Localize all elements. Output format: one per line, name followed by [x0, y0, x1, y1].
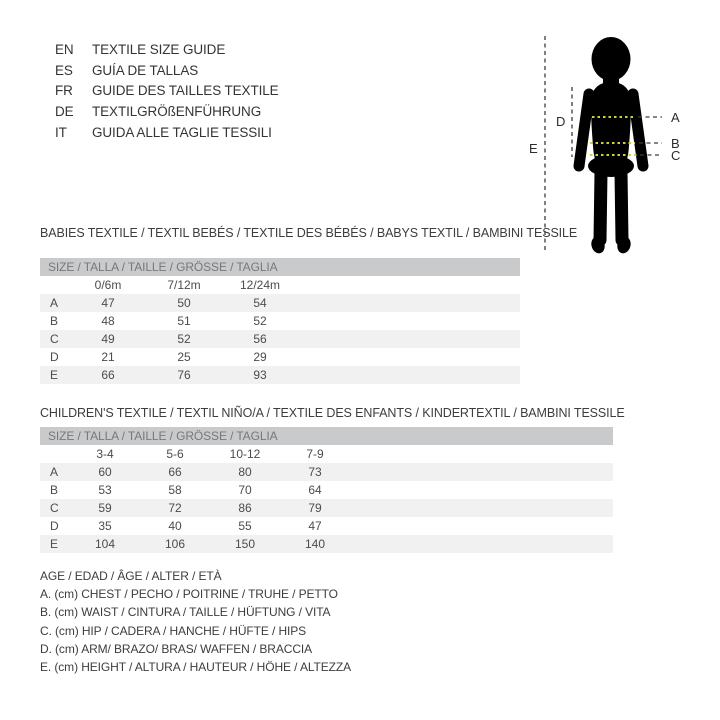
size-value: 73 — [308, 465, 322, 479]
figure-label-e: E — [529, 141, 538, 156]
size-value: 93 — [253, 368, 267, 382]
column-header-spacer — [40, 445, 70, 463]
language-code: FR — [55, 83, 73, 99]
size-value: 53 — [98, 483, 112, 497]
babies-section-title: BABIES TEXTILE / TEXTIL BEBÉS / TEXTILE DES BÉBÉS / BABYS TEXTIL / BAMBINI TESSILE — [40, 226, 578, 240]
silhouette-left-arm — [579, 94, 589, 166]
table-row-e — [40, 366, 520, 384]
size-value: 47 — [308, 519, 322, 533]
figure-label-b: B — [671, 136, 680, 151]
row-label: D — [50, 350, 59, 364]
babies-size-header-bar: SIZE / TALLA / TAILLE / GRÖSSE / TAGLIA — [40, 258, 520, 276]
figure-label-d: D — [556, 114, 566, 129]
table-row-c — [40, 330, 520, 348]
silhouette-right-leg — [621, 173, 622, 240]
size-value: 70 — [238, 483, 252, 497]
children-size-header-bar: SIZE / TALLA / TAILLE / GRÖSSE / TAGLIA — [40, 427, 613, 445]
column-header: 10-12 — [229, 447, 261, 461]
size-value: 52 — [253, 314, 267, 328]
column-header: 5-6 — [166, 447, 184, 461]
size-value: 80 — [238, 465, 252, 479]
column-header-spacer — [40, 276, 70, 294]
children-column-header-row — [40, 445, 613, 463]
child-measurement-figure — [525, 18, 717, 258]
size-value: 60 — [98, 465, 112, 479]
size-value: 76 — [177, 368, 191, 382]
table-row-b — [40, 481, 613, 499]
size-value: 21 — [101, 350, 115, 364]
row-label: C — [50, 332, 59, 346]
column-header: 3-4 — [96, 447, 114, 461]
column-header: 7-9 — [306, 447, 324, 461]
column-header: 0/6m — [94, 278, 122, 292]
legend-line-height: E. (cm) HEIGHT / ALTURA / HAUTEUR / HÖHE / ALTEZZA — [40, 660, 352, 675]
row-label: A — [50, 465, 59, 479]
size-value: 66 — [168, 465, 182, 479]
table-row-e — [40, 535, 613, 553]
legend-line-waist: B. (cm) WAIST / CINTURA / TAILLE / HÜFTUNG / VITA — [40, 605, 331, 620]
measurement-legend — [40, 567, 351, 676]
row-label: E — [50, 368, 59, 382]
size-value: 59 — [98, 501, 112, 515]
size-value: 50 — [177, 296, 191, 310]
table-row-b — [40, 312, 520, 330]
size-value: 86 — [238, 501, 252, 515]
legend-line-arm: D. (cm) ARM/ BRAZO/ BRAS/ WAFFEN / BRACCIA — [40, 641, 313, 656]
size-value: 58 — [168, 483, 182, 497]
size-value: 150 — [234, 537, 256, 551]
size-value: 79 — [308, 501, 322, 515]
language-row-de — [55, 101, 279, 122]
size-value: 47 — [101, 296, 115, 310]
legend-line-chest: A. (cm) CHEST / PECHO / POITRINE / TRUHE / PETTO — [40, 587, 338, 602]
table-row-d — [40, 348, 520, 366]
figure-label-a: A — [671, 110, 680, 125]
size-value: 140 — [304, 537, 326, 551]
silhouette-left-leg — [600, 173, 601, 240]
size-value: 64 — [308, 483, 322, 497]
size-value: 52 — [177, 332, 191, 346]
legend-line-hip: C. (cm) HIP / CADERA / HANCHE / HÜFTE / HIPS — [40, 623, 307, 638]
row-label: C — [50, 501, 59, 515]
children-size-table — [40, 427, 613, 553]
size-value: 72 — [168, 501, 182, 515]
row-label: A — [50, 296, 59, 310]
language-title: GUÍA DE TALLAS — [92, 62, 199, 78]
size-value: 35 — [98, 519, 112, 533]
column-header: 7/12m — [167, 278, 201, 292]
size-value: 51 — [177, 314, 191, 328]
language-title: GUIDE DES TAILLES TEXTILE — [92, 83, 279, 99]
column-header: 12/24m — [239, 278, 281, 292]
language-code: DE — [55, 104, 74, 120]
language-row-en — [55, 39, 279, 60]
size-value: 48 — [101, 314, 115, 328]
language-row-es — [55, 60, 279, 81]
size-value: 49 — [101, 332, 115, 346]
legend-line-age: AGE / EDAD / ÂGE / ALTER / ETÀ — [40, 569, 222, 583]
language-title: GUIDA ALLE TAGLIE TESSILI — [92, 125, 272, 141]
size-value: 106 — [164, 537, 186, 551]
table-row-a — [40, 463, 613, 481]
babies-size-table — [40, 258, 520, 384]
size-value: 40 — [168, 519, 182, 533]
language-row-it — [55, 122, 279, 143]
figure-label-c: C — [671, 148, 681, 163]
table-row-c — [40, 499, 613, 517]
row-label: B — [50, 483, 59, 497]
language-code: ES — [55, 62, 73, 78]
size-value: 56 — [253, 332, 267, 346]
row-label: B — [50, 314, 59, 328]
row-label: E — [50, 537, 59, 551]
size-value: 104 — [94, 537, 116, 551]
language-title: TEXTILE SIZE GUIDE — [92, 41, 226, 57]
babies-column-header-row — [40, 276, 520, 294]
language-list — [55, 39, 279, 143]
language-row-fr — [55, 81, 279, 102]
children-section-title: CHILDREN'S TEXTILE / TEXTIL NIÑO/A / TEXTILE DES ENFANTS / KINDERTEXTIL / BAMBINI TESSILE — [40, 406, 625, 420]
size-value: 66 — [101, 368, 115, 382]
child-silhouette-icon — [579, 37, 643, 255]
size-value: 55 — [238, 519, 252, 533]
language-title: TEXTILGRÖßENFÜHRUNG — [92, 104, 262, 120]
size-value: 25 — [177, 350, 191, 364]
language-code: IT — [55, 125, 67, 141]
size-value: 54 — [253, 296, 267, 310]
language-code: EN — [55, 41, 74, 57]
size-value: 29 — [253, 350, 267, 364]
table-row-d — [40, 517, 613, 535]
table-row-a — [40, 294, 520, 312]
row-label: D — [50, 519, 59, 533]
